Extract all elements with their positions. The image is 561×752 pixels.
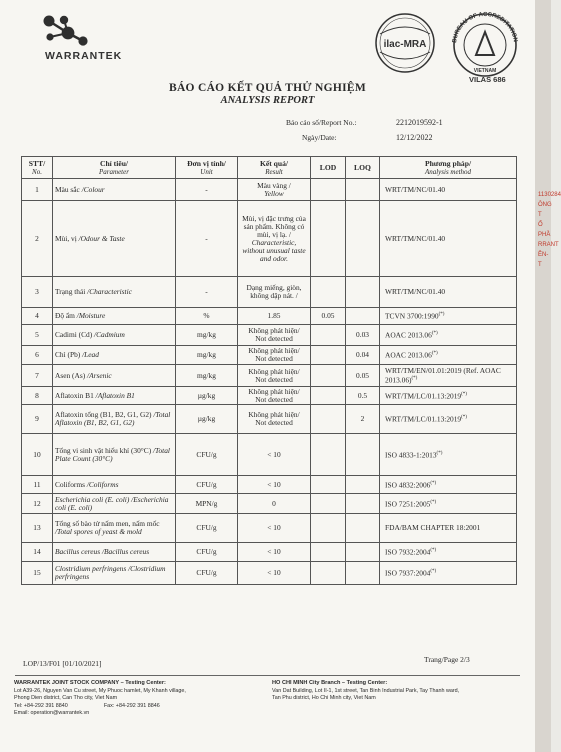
- unit-text: mg/kg: [197, 350, 216, 359]
- loq-cell: [346, 562, 380, 585]
- parameter-vn: Bacillus cereus: [55, 547, 102, 556]
- method-cell: [380, 201, 517, 277]
- loq-cell: [346, 476, 380, 494]
- result-vn: < 10: [267, 547, 281, 556]
- method-footnote: (*): [430, 499, 437, 505]
- table-row: [22, 405, 517, 434]
- edge-stamp-fragment: ÔNG T: [538, 202, 552, 218]
- parameter-vn: Chì (Pb): [55, 350, 83, 359]
- loq-cell: [346, 543, 380, 562]
- row-number: [22, 325, 53, 346]
- result-vn: Dạng miếng, giòn, không dập nát. /: [246, 283, 302, 300]
- warrantek-logo-icon: [40, 14, 92, 48]
- parameter-en: Escherichia coli (E. coli): [55, 494, 169, 512]
- parameter-en: /Aflatoxin B1: [95, 390, 135, 400]
- table-row: [22, 476, 517, 494]
- parameter-en: /Lead: [82, 350, 99, 359]
- report-number-row: [286, 118, 443, 127]
- result-cell: [238, 387, 311, 405]
- unit-cell: [176, 325, 238, 346]
- table-row: [22, 434, 517, 476]
- boa-country: VIETNAM: [473, 68, 497, 74]
- lod-cell: [311, 308, 346, 325]
- unit-text: CFU/g: [196, 568, 217, 577]
- table-header-cell: [22, 157, 53, 179]
- parameter-cell: [53, 562, 176, 585]
- parameter-cell: [53, 494, 176, 514]
- result-vn: Không phát hiện/: [248, 410, 300, 419]
- row-number-text: 4: [35, 311, 39, 320]
- method-cell: [380, 405, 517, 434]
- method-footnote: (*): [461, 415, 467, 421]
- result-cell: [238, 179, 311, 201]
- report-date-value: 12/12/2022: [396, 133, 433, 142]
- loq-cell: [346, 346, 380, 365]
- hcm-line-1: Van Dat Building, Lot II-1, 1st street, Tan Binh Industrial Park, Tay Thanh ward,: [272, 687, 460, 694]
- row-number: [22, 365, 53, 387]
- unit-cell: [176, 277, 238, 308]
- report-title-vn: BÁO CÁO KẾT QUẢ THỬ NGHIỆM: [168, 82, 367, 94]
- edge-stamp-fragment: RRANT: [538, 242, 559, 248]
- table-header-cell: [53, 157, 176, 179]
- unit-text: mg/kg: [197, 370, 216, 380]
- header-label-vn: Chỉ tiêu/: [99, 158, 129, 168]
- method-text: WRT/TM/EN/01.01:2019 (Ref. AOAC 2013.06): [385, 365, 501, 385]
- edge-stamp-fragment: ÊN-T: [538, 252, 549, 268]
- table-row: [22, 201, 517, 277]
- method-cell: [380, 514, 517, 543]
- result-cell: [238, 405, 311, 434]
- lod-cell: [311, 562, 346, 585]
- method-text: ISO 4833-1:2013: [385, 450, 437, 460]
- row-number: [22, 494, 53, 514]
- unit-cell: [176, 434, 238, 476]
- parameter-cell: [53, 405, 176, 434]
- unit-text: µg/kg: [197, 390, 216, 400]
- method-cell: [380, 494, 517, 514]
- header-label-en: No.: [32, 167, 42, 176]
- result-cell: [238, 365, 311, 387]
- result-vn: 1.85: [267, 311, 281, 320]
- edge-stamp-fragment: Ổ PHẦ: [538, 222, 551, 238]
- table-row: [22, 325, 517, 346]
- parameter-vn: Asen (As): [55, 370, 88, 380]
- parameter-cell: [53, 434, 176, 476]
- table-row: [22, 494, 517, 514]
- header-label-vn: Phương pháp/: [424, 158, 472, 168]
- table-header-row: [22, 157, 517, 179]
- loq-cell: [346, 277, 380, 308]
- method-footnote: (*): [411, 375, 418, 381]
- hq-line-2: Phong Dien district, Can Tho city, Viet Nam: [14, 695, 118, 701]
- unit-text: µg/kg: [197, 414, 216, 423]
- hq-line-1: Lot A39-26, Nguyen Van Cu street, My Phuoc hamlet, My Khanh village,: [14, 687, 186, 694]
- lod-cell: [311, 325, 346, 346]
- result-vn: Không phát hiện/: [248, 326, 300, 335]
- loq-cell: [346, 405, 380, 434]
- parameter-cell: [53, 308, 176, 325]
- result-cell: [238, 494, 311, 514]
- parameter-en: /Colour: [81, 184, 105, 194]
- parameter-en: /Cadmium: [94, 330, 125, 339]
- row-number: [22, 387, 53, 405]
- row-number-text: 1: [35, 184, 39, 194]
- method-cell: [380, 562, 517, 585]
- table-row: [22, 514, 517, 543]
- result-cell: [238, 562, 311, 585]
- header-label-vn: LOD: [319, 162, 337, 172]
- parameter-vn: Cadimi (Cd): [55, 330, 95, 339]
- method-footnote: (*): [436, 450, 443, 456]
- table-header-cell: [238, 157, 311, 179]
- header-label-vn: LOQ: [354, 162, 371, 172]
- row-number: [22, 405, 53, 434]
- lod-cell: [311, 405, 346, 434]
- row-number: [22, 277, 53, 308]
- result-en: Not detected: [255, 334, 293, 343]
- svg-text:BUREAU OF ACCREDITATION: [452, 12, 518, 43]
- parameter-en: /Total Plate Count (30°C): [55, 445, 170, 463]
- hq-tel: Tel: +84-292 391 8840: [14, 702, 68, 709]
- lod-cell: [311, 201, 346, 277]
- row-number-text: 6: [35, 350, 39, 359]
- unit-text: %: [203, 311, 210, 320]
- parameter-vn: Tổng vi sinh vật hiếu khí (30°C): [55, 445, 153, 455]
- row-number: [22, 179, 53, 201]
- method-cell: [380, 346, 517, 365]
- parameter-cell: [53, 543, 176, 562]
- result-cell: [238, 201, 311, 277]
- unit-text: mg/kg: [197, 330, 216, 339]
- result-cell: [238, 476, 311, 494]
- vilas-number: VILAS 686: [469, 75, 506, 84]
- method-footnote: (*): [431, 331, 438, 337]
- report-number-label: Báo cáo số/Report No.:: [286, 118, 357, 127]
- loq-text: 0.04: [356, 350, 369, 359]
- parameter-vn: Mùi, vị: [55, 233, 79, 243]
- unit-text: CFU/g: [196, 449, 217, 459]
- parameter-cell: [53, 514, 176, 543]
- method-cell: [380, 325, 517, 346]
- report-number-value: 2212019592-1: [396, 118, 443, 127]
- lod-cell: [311, 365, 346, 387]
- result-en: Yellow: [264, 188, 284, 198]
- unit-text: CFU/g: [196, 523, 217, 532]
- parameter-en: /Bacillus cereus: [101, 547, 150, 556]
- ilac-label: ilac-MRA: [383, 39, 427, 50]
- header-label-en: Parameter: [99, 167, 129, 176]
- loq-cell: [346, 514, 380, 543]
- result-cell: [238, 325, 311, 346]
- parameter-en: /Moisture: [76, 311, 106, 320]
- method-footnote: (*): [430, 569, 437, 575]
- table-header-cell: [176, 157, 238, 179]
- row-number: [22, 476, 53, 494]
- result-cell: [238, 543, 311, 562]
- parameter-vn: Escherichia coli (E. coli) /: [55, 494, 134, 504]
- unit-cell: [176, 405, 238, 434]
- lod-cell: [311, 514, 346, 543]
- parameter-cell: [53, 201, 176, 277]
- method-footnote: (*): [461, 391, 467, 397]
- unit-cell: [176, 201, 238, 277]
- unit-cell: [176, 476, 238, 494]
- method-cell: [380, 277, 517, 308]
- method-footnote: (*): [431, 351, 438, 357]
- header-label-en: Analysis method: [424, 167, 472, 176]
- row-number-text: 14: [33, 547, 41, 556]
- parameter-en: /Odour & Taste: [78, 233, 125, 243]
- parameter-cell: [53, 365, 176, 387]
- table-row: [22, 308, 517, 325]
- parameter-en: /Arsenic: [87, 370, 112, 380]
- parameter-en: /Clostridium perfringens: [55, 564, 166, 581]
- parameter-vn: Trạng thái: [55, 287, 88, 296]
- lod-cell: [311, 476, 346, 494]
- parameter-vn: Màu sắc: [55, 184, 82, 194]
- unit-cell: [176, 514, 238, 543]
- brand-name: WARRANTEK: [45, 50, 123, 62]
- parameter-vn: Độ ẩm: [55, 311, 77, 320]
- method-cell: [380, 387, 517, 405]
- edge-stamp: [538, 190, 561, 270]
- results-table: [21, 156, 517, 585]
- unit-cell: [176, 308, 238, 325]
- result-vn: Mùi, vị đặc trưng của sản phẩm. Không có mùi, vị lạ. /: [242, 213, 306, 239]
- table-row: [22, 543, 517, 562]
- row-number: [22, 543, 53, 562]
- unit-cell: [176, 562, 238, 585]
- row-number-text: 3: [35, 287, 39, 296]
- method-text: WRT/TM/NC/01.40: [385, 287, 446, 296]
- ilac-mra-logo-icon: [372, 12, 438, 79]
- result-vn: Màu vàng /: [257, 180, 291, 190]
- row-number: [22, 562, 53, 585]
- table-body: [22, 179, 517, 585]
- lod-cell: [311, 494, 346, 514]
- row-number: [22, 346, 53, 365]
- hq-fax: Fax: +84-292 391 8846: [103, 702, 160, 709]
- method-text: ISO 7251:2005: [385, 499, 431, 509]
- result-vn: < 10: [267, 523, 281, 532]
- parameter-vn: Clostridium perfringens: [55, 564, 129, 573]
- hq-name: WARRANTEK JOINT STOCK COMPANY – Testing Center:: [14, 680, 166, 686]
- method-cell: [380, 543, 517, 562]
- header-label-vn: Đơn vị tính/: [187, 158, 226, 168]
- table-row: [22, 346, 517, 365]
- method-footnote: (*): [438, 312, 445, 318]
- result-cell: [238, 434, 311, 476]
- lod-cell: [311, 277, 346, 308]
- hcm-name: HO CHI MINH City Branch – Testing Center:: [272, 680, 388, 686]
- unit-text: -: [205, 184, 208, 194]
- report-date-row: [286, 133, 433, 142]
- hcm-address: [272, 680, 522, 703]
- method-cell: [380, 308, 517, 325]
- parameter-en: /Coliforms: [86, 479, 119, 489]
- parameter-en: /Total spores of yeast & mold: [55, 527, 142, 536]
- result-vn: Không phát hiện/: [248, 346, 300, 355]
- row-number-text: 15: [33, 568, 41, 577]
- result-en: Not detected: [255, 418, 293, 427]
- hq-address: [14, 680, 186, 718]
- edge-stamp-fragment: 1130284: [538, 192, 561, 198]
- method-footnote: (*): [430, 548, 437, 554]
- row-number-text: 12: [33, 498, 41, 508]
- result-vn: < 10: [267, 568, 281, 577]
- row-number-text: 10: [33, 449, 41, 459]
- report-date-label: Ngày/Date:: [302, 133, 337, 142]
- method-cell: [380, 434, 517, 476]
- unit-cell: [176, 543, 238, 562]
- result-cell: [238, 514, 311, 543]
- unit-cell: [176, 365, 238, 387]
- unit-text: MPN/g: [195, 498, 218, 508]
- method-footnote: (*): [430, 480, 437, 486]
- boa-text: BUREAU OF ACCREDITATION: [452, 11, 518, 44]
- result-en: Not detected: [255, 374, 293, 384]
- result-vn: Không phát hiện/: [248, 386, 300, 396]
- row-number-text: 8: [35, 390, 39, 400]
- row-number-text: 11: [33, 479, 41, 489]
- parameter-cell: [53, 346, 176, 365]
- loq-cell: [346, 201, 380, 277]
- lod-cell: [311, 346, 346, 365]
- table-header-cell: [311, 157, 346, 179]
- result-en: Not detected: [255, 394, 293, 404]
- header-label-vn: Kết quả/: [259, 158, 289, 168]
- report-title-en: ANALYSIS REPORT: [220, 95, 315, 106]
- method-text: AOAC 2013.06: [385, 350, 432, 360]
- unit-cell: [176, 387, 238, 405]
- form-code: LOP/13/F01 [01/10/2021]: [23, 659, 102, 668]
- lod-cell: [311, 434, 346, 476]
- row-number: [22, 514, 53, 543]
- row-number-text: 13: [33, 523, 41, 532]
- result-vn: < 10: [267, 479, 281, 489]
- table-row: [22, 365, 517, 387]
- hcm-line-2: Tan Phu district, Ho Chi Minh city, Viet Nam: [272, 695, 376, 701]
- loq-cell: [346, 494, 380, 514]
- unit-text: CFU/g: [196, 479, 217, 489]
- parameter-vn: Aflatoxin tổng (B1, B2, G1, G2): [55, 410, 154, 419]
- method-text: WRT/TM/LC/01.13:2019: [385, 391, 462, 401]
- parameter-cell: [53, 325, 176, 346]
- result-cell: [238, 346, 311, 365]
- loq-cell: [346, 387, 380, 405]
- result-cell: [238, 277, 311, 308]
- loq-text: 0.5: [357, 390, 368, 400]
- unit-cell: [176, 346, 238, 365]
- method-cell: [380, 476, 517, 494]
- row-number-text: 9: [35, 414, 39, 423]
- result-vn: < 10: [267, 449, 281, 459]
- hq-email: Email: operation@warrantek.vn: [14, 710, 90, 716]
- row-number: [22, 201, 53, 277]
- unit-cell: [176, 494, 238, 514]
- table-row: [22, 387, 517, 405]
- method-text: WRT/TM/LC/01.13:2019: [385, 414, 462, 424]
- row-number: [22, 308, 53, 325]
- parameter-en: /Characteristic: [87, 287, 132, 296]
- loq-cell: [346, 308, 380, 325]
- lod-cell: [311, 387, 346, 405]
- result-cell: [238, 308, 311, 325]
- parameter-vn: Coliforms: [55, 479, 87, 489]
- result-vn: Không phát hiện/: [248, 366, 300, 376]
- result-en: Not detected: [255, 354, 293, 363]
- lod-cell: [311, 179, 346, 201]
- next-page-edge: [535, 0, 561, 752]
- loq-cell: [346, 365, 380, 387]
- parameter-vn: Aflatoxin B1: [55, 390, 96, 400]
- method-text: TCVN 3700:1990: [385, 311, 439, 321]
- header-label-vn: STT/: [28, 158, 46, 168]
- unit-text: -: [205, 233, 208, 243]
- method-text: ISO 7937:2004: [385, 568, 431, 578]
- method-cell: [380, 179, 517, 201]
- method-text: WRT/TM/NC/01.40: [385, 233, 446, 243]
- table-row: [22, 277, 517, 308]
- method-text: AOAC 2013.06: [385, 330, 432, 340]
- method-text: WRT/TM/NC/01.40: [385, 184, 446, 194]
- parameter-cell: [53, 277, 176, 308]
- parameter-cell: [53, 179, 176, 201]
- loq-cell: [346, 179, 380, 201]
- lod-cell: [311, 543, 346, 562]
- boa-accreditation-seal-icon: [446, 8, 524, 83]
- loq-cell: [346, 325, 380, 346]
- loq-text: 0.03: [356, 330, 369, 339]
- parameter-en: /Total Aflatoxin (B1, B2, G1, G2): [55, 410, 171, 427]
- result-vn: 0: [272, 498, 276, 508]
- footer-divider: [15, 675, 520, 676]
- parameter-vn: Tổng số bào tử nấm men, nấm mốc: [55, 519, 160, 528]
- table-row: [22, 562, 517, 585]
- row-number-text: 2: [35, 233, 39, 243]
- method-text: ISO 7932:2004: [385, 547, 431, 557]
- row-number-text: 5: [35, 330, 39, 339]
- parameter-cell: [53, 387, 176, 405]
- method-text: FDA/BAM CHAPTER 18:2001: [385, 523, 481, 532]
- table-row: [22, 179, 517, 201]
- page-number: Trang/Page 2/3: [424, 655, 470, 664]
- method-cell: [380, 365, 517, 387]
- result-en: Characteristic, without unusual taste and odor.: [242, 237, 306, 263]
- lod-text: 0.05: [321, 311, 335, 320]
- loq-text: 2: [360, 414, 365, 423]
- method-text: ISO 4832:2006: [385, 480, 431, 490]
- header-label-en: Unit: [200, 167, 213, 176]
- unit-text: -: [205, 287, 208, 296]
- unit-text: CFU/g: [196, 547, 217, 556]
- table-header-cell: [346, 157, 380, 179]
- row-number: [22, 434, 53, 476]
- row-number-text: 7: [35, 370, 39, 380]
- table-header-cell: [380, 157, 517, 179]
- loq-text: 0.05: [356, 370, 369, 380]
- parameter-cell: [53, 476, 176, 494]
- unit-cell: [176, 179, 238, 201]
- loq-cell: [346, 434, 380, 476]
- header-label-en: Result: [265, 167, 283, 176]
